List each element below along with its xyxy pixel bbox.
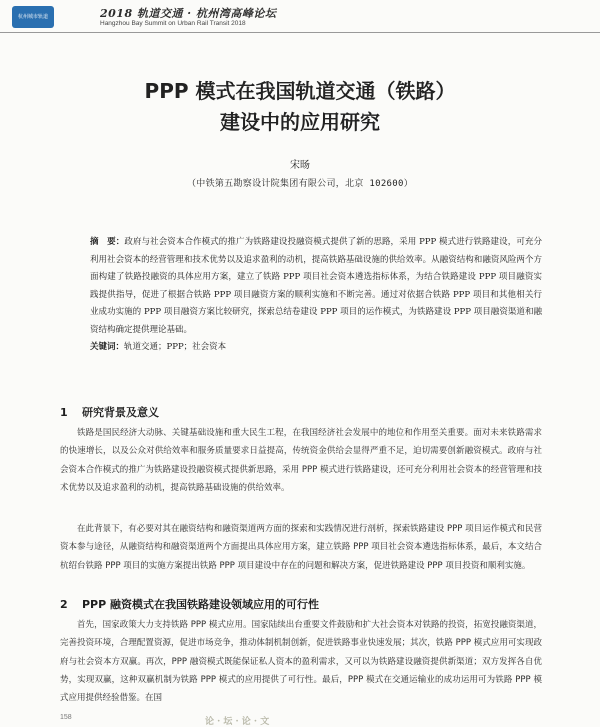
abstract-body [90, 234, 542, 339]
footer-decoration: 论 · 坛 · 论 · 文 [205, 717, 270, 727]
section-number: 1 [60, 406, 68, 419]
keywords [90, 339, 542, 357]
conference-logo: 杭州城市轨道 [12, 6, 54, 28]
header-rule [0, 32, 600, 33]
section-number: 2 [60, 598, 68, 611]
section-1-paragraph-2: 在此背景下，有必要对其在融资结构和融资渠道两方面的探索和实践情况进行剖析，探索铁路建设 PPP 项目运作模式和民营资本参与途径，从融资结构和融资渠道两个方面提出具体应用方案，建立铁路 PPP 项目社会资本遴选指标体系，最后，本文结合杭绍台铁路 PPP 项目的实施方案提出铁路 PPP 项目建设中存在的问题和解决方案，促进铁路建设 PPP 项目投资和顺利实施。 [60, 524, 542, 571]
conference-title-cn: 2018 轨道交通 · 杭州湾高峰论坛 [100, 7, 277, 20]
author-affiliation: （中铁第五勘察设计院集团有限公司，北京 102600） [186, 179, 414, 189]
abstract [90, 234, 542, 357]
abstract-label: 摘 要： [90, 237, 125, 247]
page-number: 158 [60, 714, 72, 721]
keywords-text: 轨道交通；PPP；社会资本 [124, 342, 227, 352]
section-1-paragraph-1: 铁路是国民经济大动脉、关键基础设施和重大民生工程，在我国经济社会发展中的地位和作用至关重要。面对未来铁路需求的快速增长，以及公众对供给效率和服务质量要求日益提高，传统资金供给会显得严重不足，迫切需要创新融资模式。政府与社会资本合作模式的推广为铁路建设投融资模式提供新思路，采用 PPP 模式进行铁路建设，还可充分利用社会资本的经营管理和技术优势以及追求盈利的动机，提高铁路基础设施的供给效率。 [60, 428, 542, 493]
section-2-paragraph-1: 首先，国家政策大力支持铁路 PPP 模式应用。国家陆续出台重要文件鼓励和扩大社会资本对铁路的投资，拓宽投融资渠道，完善投资环境，合理配置资源，促进市场竞争，推动体制机制创新，促进铁路事业快速发展；其次，铁路 PPP 模式应用可实现政府与社会资本方双赢。再次，PPP 融资模式既能保证私人资本的盈利需求，又可以为铁路建设融资提供新渠道；双方发挥各自优势，实现双赢，这种双赢机制为铁路 PPP 模式的应用提供了可行性。最后，PPP 模式在交通运输业的成功运用可为铁路 PPP 模式应用提供经验借鉴。在国 [60, 620, 542, 704]
abstract-text: 政府与社会资本合作模式的推广为铁路建设投融资模式提供了新的思路，采用 PPP 模式进行铁路建设，可充分利用社会资本的经营管理和技术优势以及追求盈利的动机，提高铁路基础设施的供给效率。从融资结构和融资风险两个方面构建了铁路投融资的具体应用方案，建立了铁路 PPP 项目社会资本遴选指标体系，为结合铁路建设 PPP 项目融资实践提供指导，促进了根据合铁路 PPP 项目融资方案的顺利实施和不断完善。通过对依据合铁路 PPP 项目和其他相关行业成功实施的 PPP 项目融资方案比较研究，探索总结卷建设 PPP 项目的运作模式，为铁路建设 PPP 项目融资渠道和融资结构确定提供理论基础。 [90, 237, 542, 335]
page-header [0, 0, 600, 34]
section-title: PPP 融资模式在我国铁路建设领域应用的可行性 [82, 598, 320, 611]
section-heading-1 [60, 404, 159, 420]
page-footer [0, 714, 600, 727]
conference-title-en: Hangzhou Bay Summit on Urban Rail Transit 2018 [100, 20, 246, 27]
keywords-label: 关键词： [90, 342, 125, 352]
title-line-1: PPP 模式在我国轨道交通（铁路） [144, 79, 456, 103]
title-line-2: 建设中的应用研究 [220, 110, 380, 134]
author-name: 宋旸 [290, 160, 310, 171]
section-heading-2 [60, 596, 319, 612]
paper-title [0, 76, 600, 138]
section-title: 研究背景及意义 [82, 406, 159, 419]
